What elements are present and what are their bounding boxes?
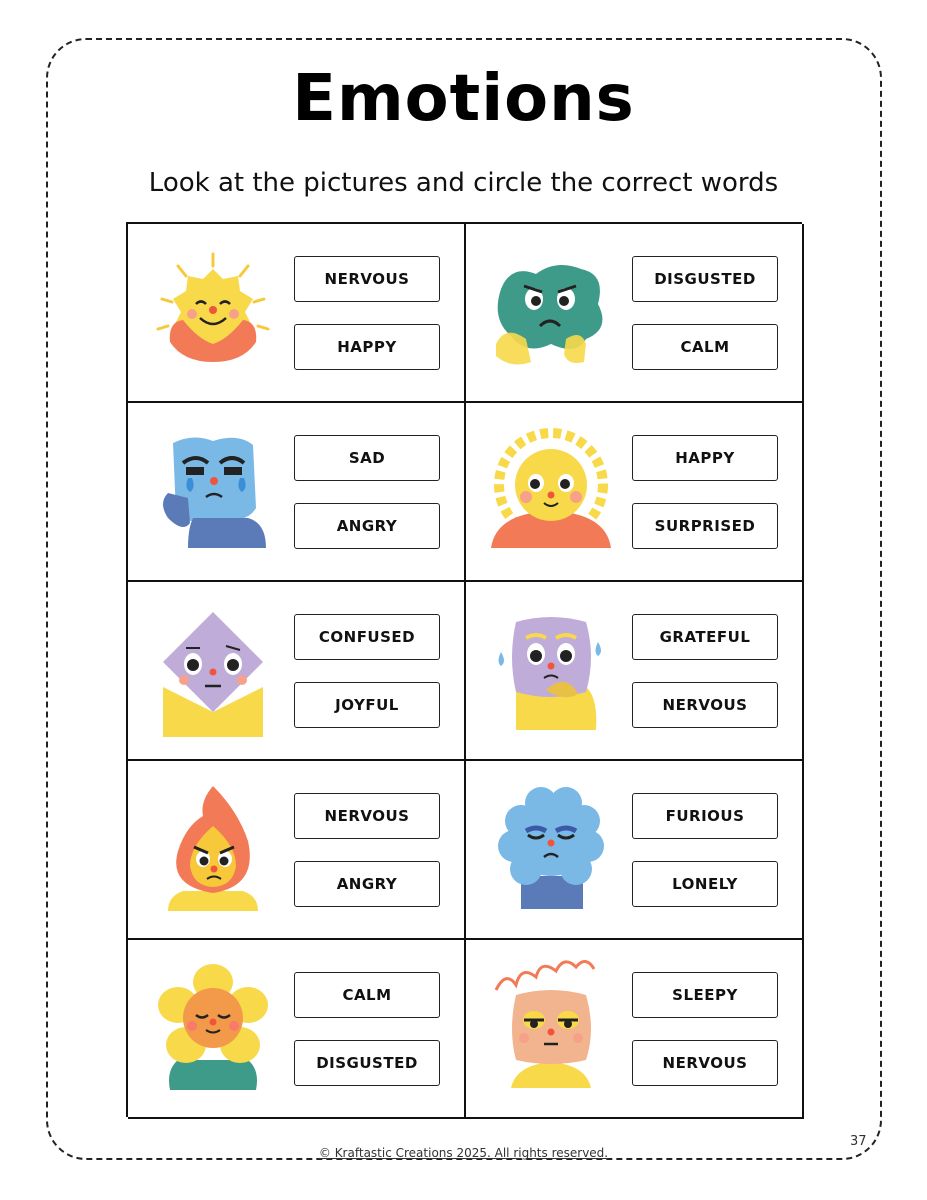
- purple-sweating-face-icon: [486, 602, 616, 737]
- option-confused[interactable]: CONFUSED: [294, 614, 440, 660]
- option-sad[interactable]: SAD: [294, 435, 440, 481]
- exercise-cell: [128, 582, 466, 761]
- flower-face-icon: [148, 960, 278, 1095]
- option-nervous[interactable]: NERVOUS: [294, 256, 440, 302]
- option-joyful[interactable]: JOYFUL: [294, 682, 440, 728]
- curly-hair-sleepy-face-icon: [486, 960, 616, 1095]
- option-nervous[interactable]: NERVOUS: [632, 1040, 778, 1086]
- exercise-cell: [466, 403, 804, 582]
- green-blob-face-icon: [486, 244, 616, 379]
- option-disgusted[interactable]: DISGUSTED: [632, 256, 778, 302]
- option-angry[interactable]: ANGRY: [294, 503, 440, 549]
- fire-face-icon: [148, 781, 278, 916]
- purple-diamond-face-icon: [148, 602, 278, 737]
- option-calm[interactable]: CALM: [294, 972, 440, 1018]
- option-happy[interactable]: HAPPY: [294, 324, 440, 370]
- option-calm[interactable]: CALM: [632, 324, 778, 370]
- exercise-cell: [128, 940, 466, 1119]
- option-happy[interactable]: HAPPY: [632, 435, 778, 481]
- instructions: Look at the pictures and circle the correct words: [148, 168, 779, 198]
- exercise-cell: [128, 224, 466, 403]
- option-angry[interactable]: ANGRY: [294, 861, 440, 907]
- option-lonely[interactable]: LONELY: [632, 861, 778, 907]
- exercise-cell: [466, 582, 804, 761]
- option-nervous[interactable]: NERVOUS: [294, 793, 440, 839]
- option-grateful[interactable]: GRATEFUL: [632, 614, 778, 660]
- exercise-cell: [466, 224, 804, 403]
- exercise-cell: [128, 403, 466, 582]
- exercise-cell: [466, 940, 804, 1119]
- sun-face-icon: [148, 244, 278, 379]
- copyright-footer: © Kraftastic Creations 2025. All rights reserved.: [318, 1146, 609, 1160]
- page-title: Emotions: [292, 62, 635, 136]
- option-furious[interactable]: FURIOUS: [632, 793, 778, 839]
- option-sleepy[interactable]: SLEEPY: [632, 972, 778, 1018]
- exercise-cell: [466, 761, 804, 940]
- exercise-cell: [128, 761, 466, 940]
- option-disgusted[interactable]: DISGUSTED: [294, 1040, 440, 1086]
- crying-blue-face-icon: [148, 423, 278, 558]
- option-surprised[interactable]: SURPRISED: [632, 503, 778, 549]
- emotions-grid: [126, 222, 802, 1117]
- blue-cloud-face-icon: [486, 781, 616, 916]
- option-nervous[interactable]: NERVOUS: [632, 682, 778, 728]
- yellow-sun-surprised-icon: [486, 423, 616, 558]
- page-number: 37: [850, 1134, 867, 1149]
